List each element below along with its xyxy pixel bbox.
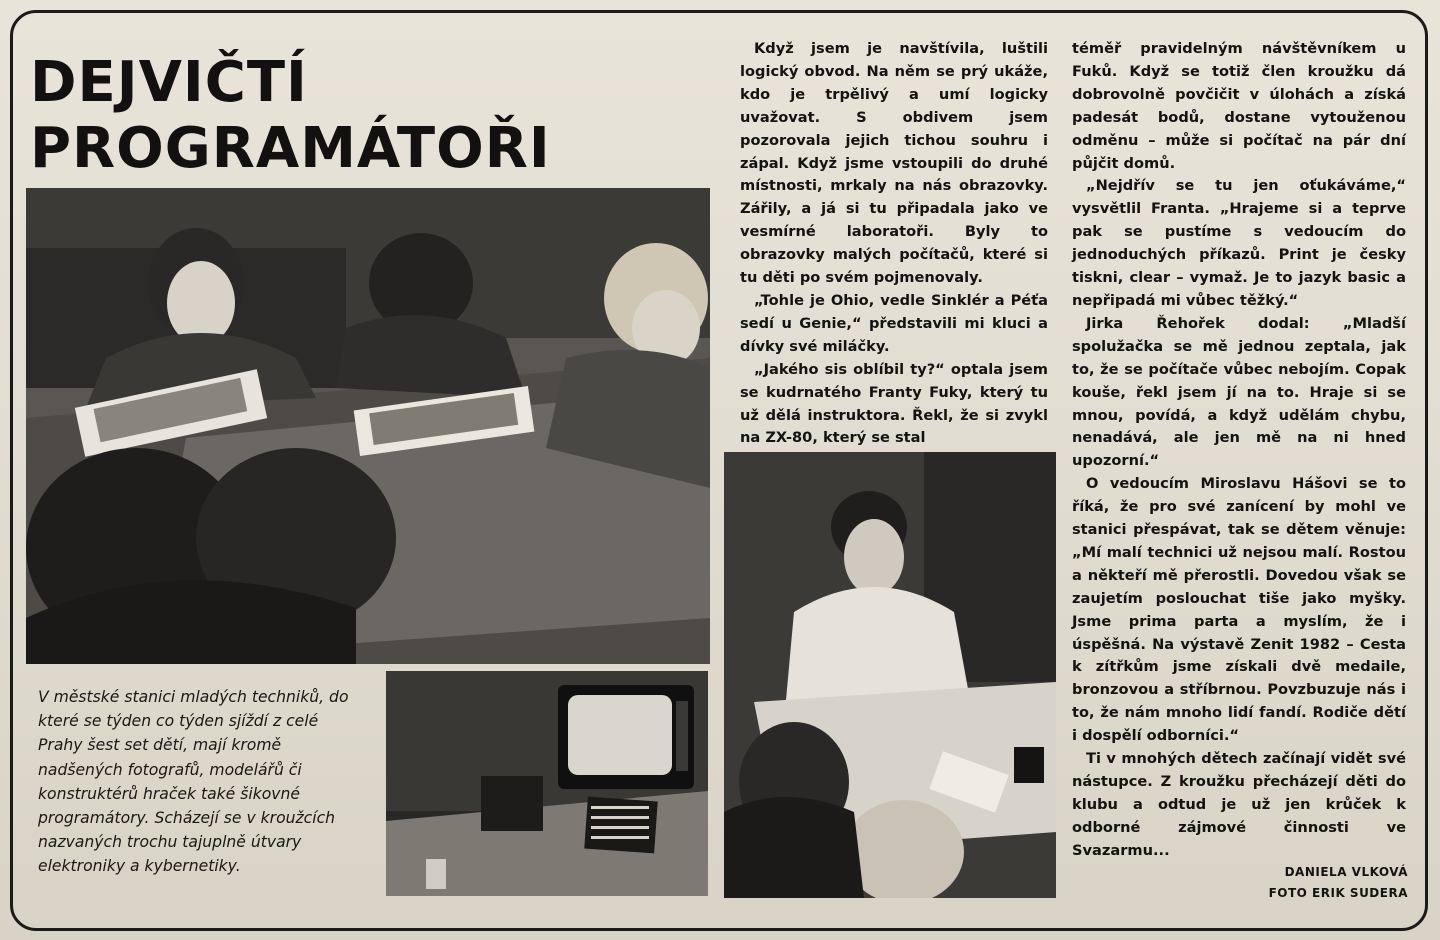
paragraph: O vedoucím Miroslavu Hášovi se to říká, že pro své zanícení by mohl ve stanici přespávat, tak se dětem věnuje: „Mí malí technici už nejsou malí. Rostou a někteří mě přerostli. Dovedou však se zaujetím poslouchat tiše jako myšky. Jsme prima parta a myslím, že i úspěšná. Na výstavě Zenit 1982 – Cesta k zítřkům jsme získali dvě medaile, bronzovou a stříbrnou. Povzbuzuje nás i to, že nám mnoho lidí fandí. Rodiče dětí i dospělí odborníci.“: [1072, 475, 1406, 745]
title-line-2: PROGRAMÁTOŘI: [30, 116, 551, 181]
byline: [1269, 862, 1408, 904]
paragraph: „Nejdřív se tu jen oťukáváme,“ vysvětlil Franta. „Hrajeme si a teprve pak se pustíme s vedoucím do jednoduchých příkazů. Print je česky tiskni, clear – vymaž. Je to jazyk basic a nepřipadá mi vůbec těžký.“: [1072, 177, 1406, 309]
paragraph: Ti v mnohých dětech začínají vidět své nástupce. Z kroužku přecházejí děti do klubu a odtud je už jen krůček k odborné zájmové činnosti ve Svazarmu...: [1072, 750, 1406, 859]
title-line-1: DEJVIČTÍ: [30, 50, 308, 115]
paragraph: „Tohle je Ohio, vedle Sinklér a Péťa sedí u Genie,“ představili mi kluci a dívky své miláčky.: [740, 291, 1048, 355]
main-photo: [26, 188, 710, 664]
paragraph: Jirka Řehořek dodal: „Mladší spolužačka se mě jednou zeptala, jak to, že se počítače vůbec nebojím. Copak kouše, řekl jsem jí na to. Hraje si se mnou, povídá, a když udělám chybu, nenadává, ale jen mě na ni hned upozorní.“: [1072, 314, 1406, 470]
photo-caption: V městské stanici mladých techniků, do které se týden co týden sjíždí z celé Prahy šest set dětí, mají kromě nadšených fotografů, modelářů či konstruktérů hraček také šikovné programátory. Scházejí se v kroužcích nazvaných trochu tajuplně útvary elektroniky a kybernetiky.: [38, 688, 349, 876]
author-name: DANIELA VLKOVÁ: [1284, 865, 1408, 879]
text-column-2: [1072, 38, 1406, 863]
text-column-1: [740, 38, 1048, 450]
paragraph: Když jsem je navštívila, luštili logický obvod. Na něm se prý ukáže, kdo je trpělivý a umí logicky uvažovat. S obdivem jsem pozorovala jejich tichou souhru i zápal. Když jsme vstoupili do druhé místnosti, mrkaly na nás obrazovky. Zářily, a já si tu připadala jako ve vesmírné laboratoři. Byly to obrazovky malých počítačů, které si tu děti po svém pojmenovaly.: [740, 40, 1048, 287]
tv-photo: [386, 671, 708, 896]
article-title: [30, 50, 650, 182]
paragraph: téměř pravidelným návštěvníkem u Fuků. Když se totiž člen kroužku dá dobrovolně povčičit v úlohách a získá padesát bodů, dostane vytouženou odměnu – může si počítač na pár dní půjčit domů.: [1072, 40, 1406, 172]
paragraph: „Jakého sis oblíbil ty?“ optala jsem se kudrnatého Franty Fuky, který tu už dělá instruktora. Řekl, že si zvykl na ZX-80, který se stal: [740, 360, 1048, 447]
instructor-photo: [724, 452, 1056, 898]
photo-credit: FOTO ERIK SUDERA: [1268, 886, 1408, 900]
